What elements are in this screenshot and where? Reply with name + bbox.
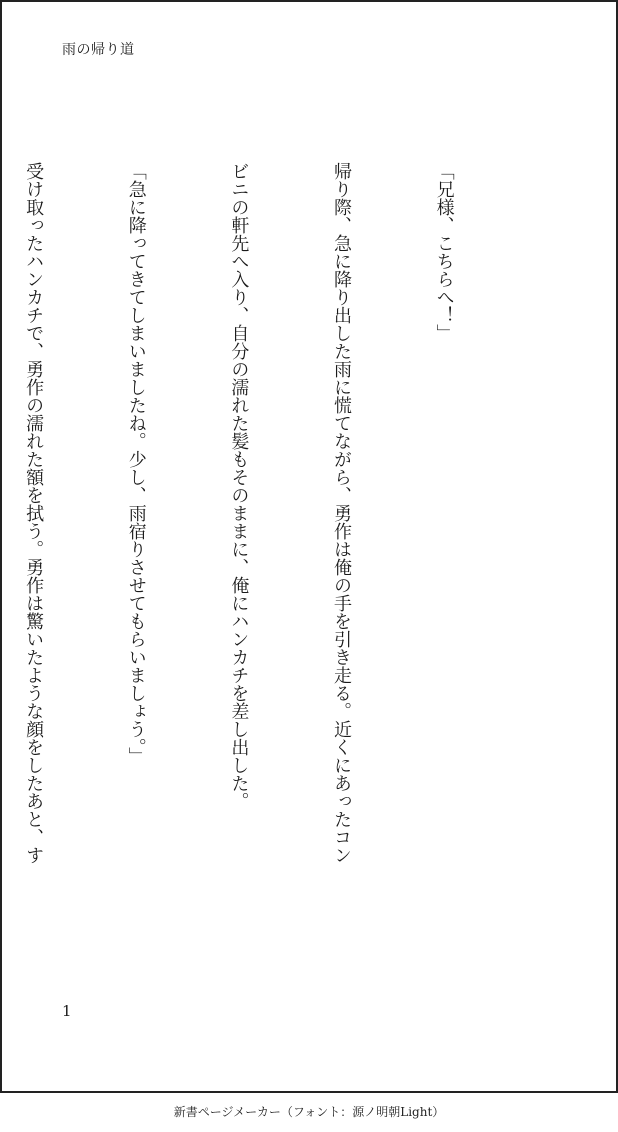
footer-caption: 新書ページメーカー（フォント：源ノ明朝Light）	[173, 1105, 445, 1119]
page-number: 1	[62, 1002, 72, 1020]
text-line: 「兄様、こちらへ！」	[433, 162, 455, 342]
text-line: 受け取ったハンカチで、勇作の濡れた額を拭う。勇作は驚いたような顔をしたあと、す	[23, 162, 45, 864]
text-line: 「急に降ってきてしまいましたね。少し、雨宿りさせてもらいましょう。」	[125, 162, 147, 765]
page-title: 雨の帰り道	[62, 42, 135, 58]
text-line: 帰り際、急に降り出した雨に慌てながら、勇作は俺の手を引き走る。近くにあったコン	[330, 162, 352, 864]
vertical-body-text	[23, 162, 529, 952]
text-line: ビニの軒先へ入り、自分の濡れた髪もそのままに、俺にハンカチを差し出した。	[228, 162, 250, 810]
